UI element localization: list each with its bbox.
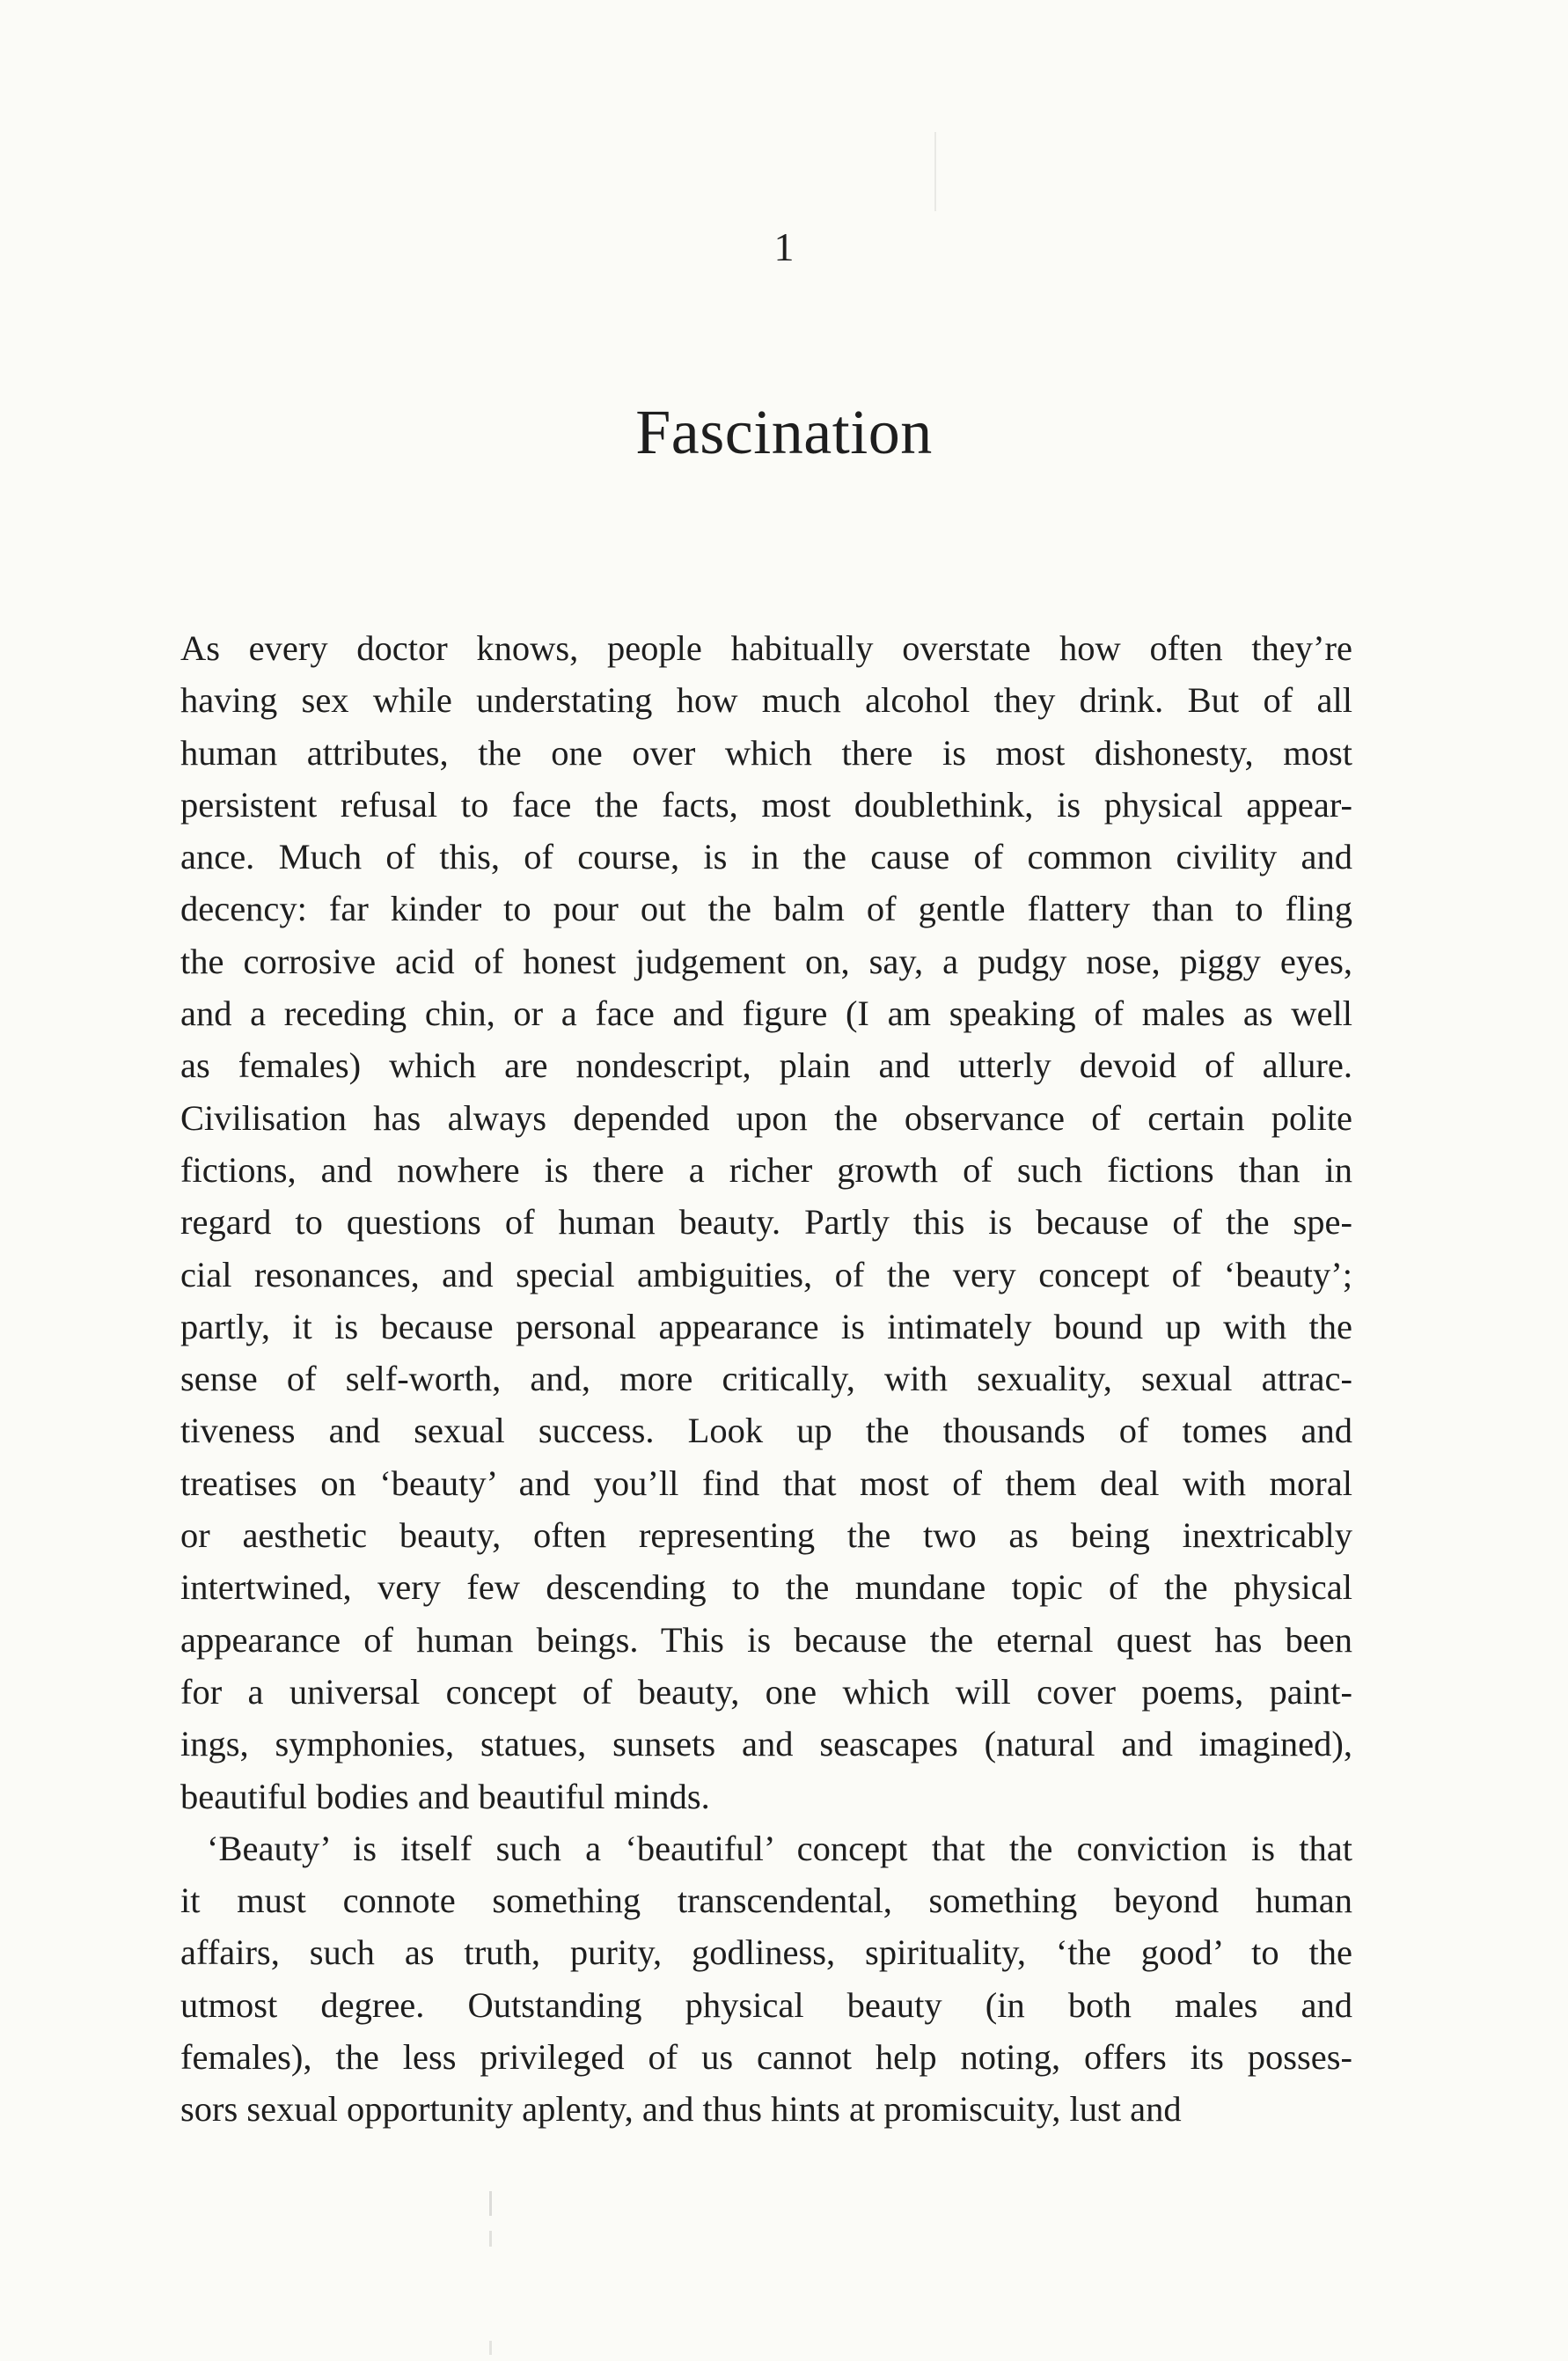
scan-mark [489, 2191, 492, 2216]
text-line: tiveness and sexual success. Look up the thousands of tomes and [180, 1411, 1352, 1451]
text-line: having sex while understating how much alcohol they drink. But of all [180, 680, 1352, 721]
scan-mark [489, 2341, 492, 2355]
text-line: beautiful bodies and beautiful minds. [180, 1776, 710, 1816]
text-line: decency: far kinder to pour out the balm of gentle flattery than to fling [180, 889, 1352, 929]
text-line: persistent refusal to face the facts, most doublethink, is physical appear- [180, 784, 1352, 825]
text-line: utmost degree. Outstanding physical beauty (in both males and [180, 1984, 1352, 2025]
text-line: it must connote something transcendental, something beyond human [180, 1881, 1352, 1921]
text-line: fictions, and nowhere is there a richer growth of such fictions than in [180, 1149, 1352, 1190]
text-line: Civilisation has always depended upon the observance of certain polite [180, 1097, 1352, 1138]
body-text [180, 622, 1352, 2136]
paragraph-1 [180, 622, 1352, 1822]
text-line: As every doctor knows, people habitually overstate how often they’re [180, 628, 1352, 668]
paragraph-2 [180, 1822, 1352, 2136]
text-line: as females) which are nondescript, plain and utterly devoid of allure. [180, 1045, 1352, 1086]
text-line: and a receding chin, or a face and figure (I am speaking of males as well [180, 994, 1352, 1034]
scan-mark [934, 132, 936, 211]
text-line: appearance of human beings. This is because the eternal quest has been [180, 1619, 1352, 1660]
text-line: or aesthetic beauty, often representing the two as being inextricably [180, 1515, 1352, 1556]
chapter-number: 1 [773, 224, 795, 269]
scan-mark [489, 2231, 492, 2247]
text-line: cial resonances, and special ambiguities, of the very concept of ‘beauty’; [180, 1254, 1352, 1294]
text-line: affairs, such as truth, purity, godliness, spirituality, ‘the good’ to the [180, 1932, 1352, 1973]
text-line: ‘Beauty’ is itself such a ‘beautiful’ concept that the conviction is that [207, 1828, 1352, 1868]
text-line: females), the less privileged of us cannot help noting, offers its posses- [180, 2037, 1352, 2078]
text-line: treatises on ‘beauty’ and you’ll find that most of them deal with moral [180, 1463, 1352, 1503]
text-line: intertwined, very few descending to the mundane topic of the physical [180, 1567, 1352, 1608]
text-line: human attributes, the one over which there is most dishonesty, most [180, 732, 1352, 773]
text-line: sense of self-worth, and, more critically, with sexuality, sexual attrac- [180, 1359, 1352, 1399]
chapter-title: Fascination [635, 397, 933, 467]
text-line: the corrosive acid of honest judgement on, say, a pudgy nose, piggy eyes, [180, 941, 1352, 981]
text-line: for a universal concept of beauty, one which will cover poems, paint- [180, 1671, 1352, 1712]
text-line: ings, symphonies, statues, sunsets and seascapes (natural and imagined), [180, 1724, 1352, 1764]
text-line: sors sexual opportunity aplenty, and thus hints at promiscuity, lust and [180, 2089, 1182, 2130]
text-line: ance. Much of this, of course, is in the cause of common civility and [180, 837, 1352, 877]
text-line: regard to questions of human beauty. Partly this is because of the spe- [180, 1202, 1352, 1243]
text-line: partly, it is because personal appearance is intimately bound up with the [180, 1306, 1352, 1346]
